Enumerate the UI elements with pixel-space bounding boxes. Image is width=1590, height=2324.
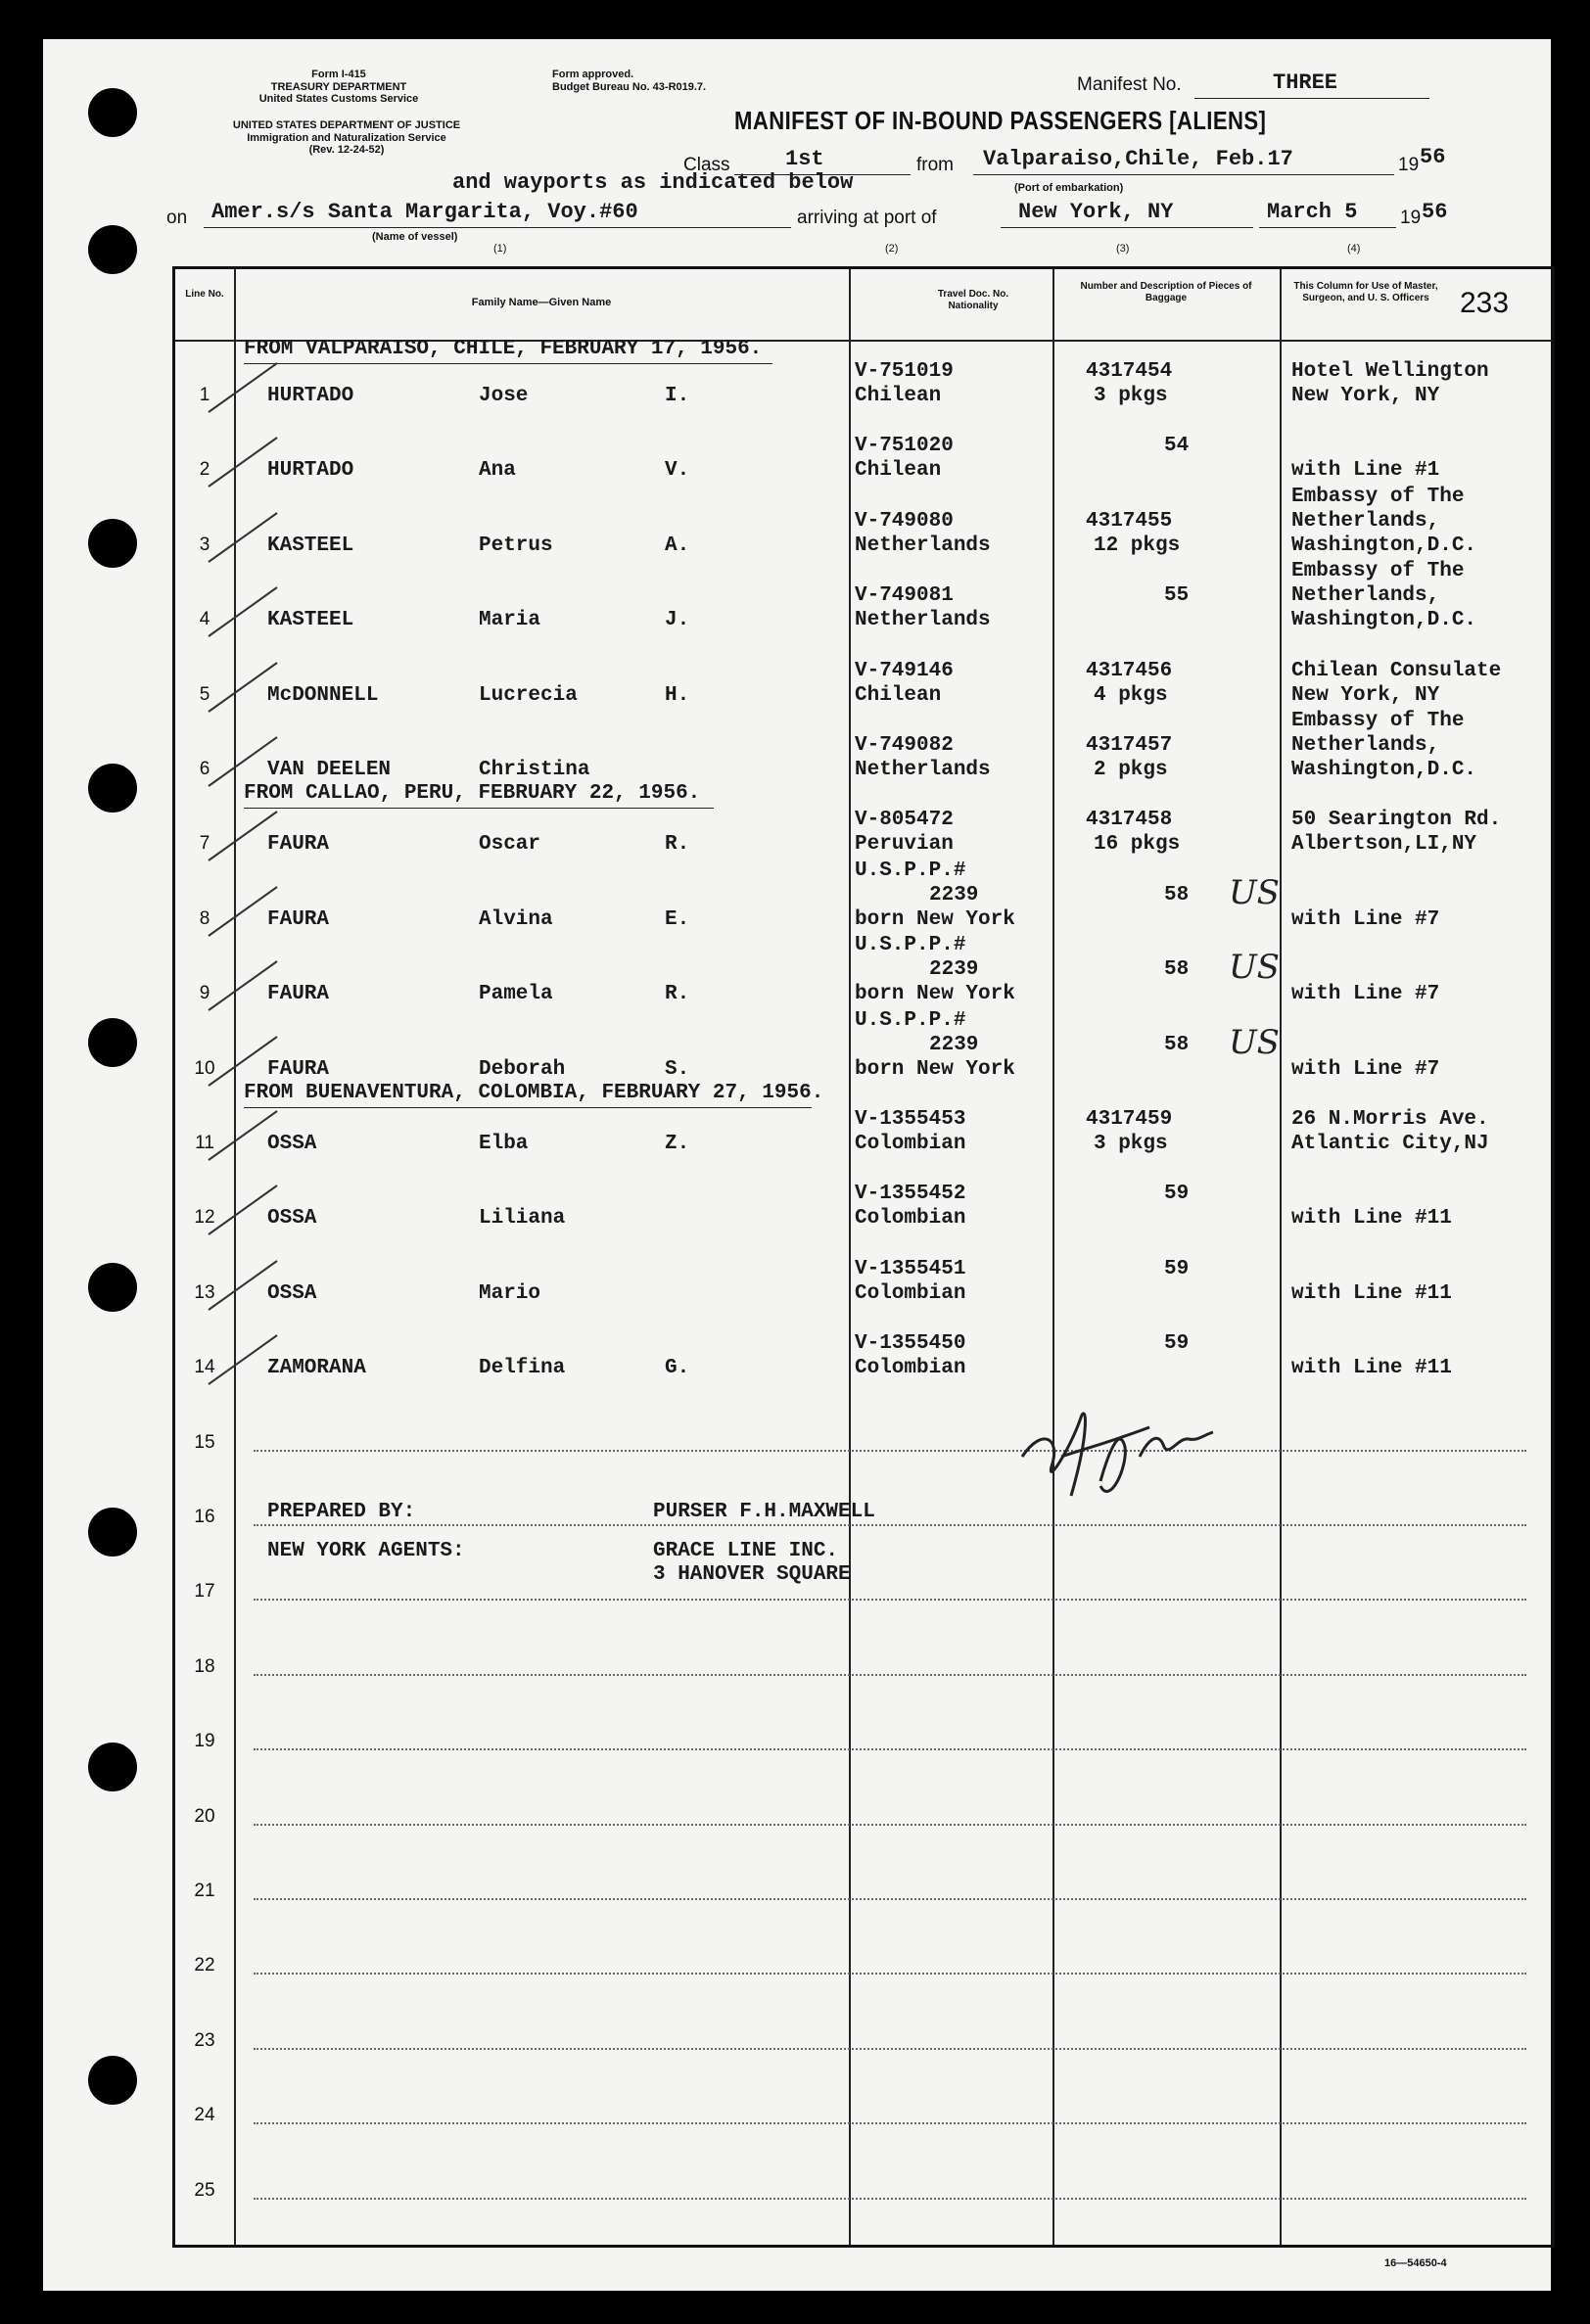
- agents-label: NEW YORK AGENTS:: [267, 1540, 465, 1562]
- travel-doc-line: V-749146: [855, 659, 954, 682]
- middle-initial: R.: [665, 833, 690, 857]
- travel-doc-line: born New York: [855, 1057, 1015, 1081]
- col-num-1: (1): [493, 243, 507, 255]
- family-name: OSSA: [267, 1207, 317, 1231]
- middle-initial: J.: [665, 609, 690, 632]
- line-number: 18: [194, 1655, 215, 1677]
- travel-doc-line: 2239: [929, 883, 979, 906]
- travel-doc-line: V-1355450: [855, 1332, 966, 1356]
- agents-address: 3 HANOVER SQUARE: [653, 1563, 851, 1586]
- arrival-date: March 5: [1267, 200, 1358, 224]
- travel-doc-line: Netherlands: [855, 609, 991, 632]
- baggage-number: 59: [1164, 1257, 1190, 1280]
- year-1: 56: [1420, 145, 1446, 169]
- officer-remark: Embassy of The: [1291, 710, 1465, 732]
- ins-name: Immigration and Naturalization Service: [247, 131, 446, 144]
- page-number: 233: [1460, 287, 1510, 319]
- col-num-2: (2): [885, 243, 899, 255]
- form-code: 16—54650-4: [1384, 2257, 1447, 2269]
- officer-remark: Embassy of The: [1291, 560, 1465, 583]
- middle-initial: Z.: [665, 1133, 690, 1155]
- baggage-number: 4317459: [1086, 1108, 1173, 1131]
- travel-doc-line: U.S.P.P.#: [855, 1008, 966, 1032]
- class-value: 1st: [785, 147, 824, 171]
- section-header: FROM BUENAVENTURA, COLOMBIA, FEBRUARY 27, 1956.: [244, 1082, 824, 1104]
- wayports-text: and wayports as indicated below: [452, 170, 854, 195]
- col-header-name: Family Name—Given Name: [471, 297, 612, 308]
- travel-doc-line: V-751019: [855, 360, 954, 383]
- travel-doc-line: U.S.P.P.#: [855, 934, 966, 957]
- given-name: Petrus: [479, 534, 553, 557]
- section-header: FROM VALPARAISO, CHILE, FEBRUARY 17, 1956.: [244, 338, 763, 360]
- travel-doc-line: born New York: [855, 907, 1015, 931]
- travel-doc-line: V-1355453: [855, 1108, 966, 1131]
- family-name: McDONNELL: [267, 683, 379, 707]
- middle-initial: H.: [665, 683, 690, 707]
- customs-service: United States Customs Service: [258, 93, 419, 106]
- prepared-by-value: PURSER F.H.MAXWELL: [653, 1501, 875, 1523]
- officer-remark: with Line #7: [1291, 1057, 1440, 1081]
- officer-signature: [1003, 1388, 1257, 1515]
- given-name: Deborah: [479, 1057, 566, 1081]
- travel-doc-line: Colombian: [855, 1133, 966, 1155]
- baggage-number: 4317457: [1086, 734, 1173, 757]
- baggage-description: 16 pkgs: [1094, 833, 1181, 857]
- officer-remark: Washington,D.C.: [1291, 609, 1477, 632]
- line-number: 14: [194, 1357, 215, 1378]
- baggage-number: 58: [1164, 1033, 1190, 1056]
- middle-initial: A.: [665, 534, 690, 557]
- prepared-by-label: PREPARED BY:: [267, 1501, 416, 1523]
- middle-initial: S.: [665, 1057, 690, 1081]
- given-name: Delfina: [479, 1357, 566, 1380]
- section-header: FROM CALLAO, PERU, FEBRUARY 22, 1956.: [244, 782, 701, 806]
- travel-doc-line: V-749081: [855, 584, 954, 608]
- punch-hole: [88, 1263, 137, 1312]
- line-number: 19: [194, 1731, 215, 1752]
- family-name: FAURA: [267, 833, 330, 857]
- baggage-number: 58: [1164, 958, 1190, 982]
- travel-doc-line: Peruvian: [855, 833, 954, 857]
- justice-dept: UNITED STATES DEPARTMENT OF JUSTICE: [232, 119, 461, 131]
- form-block: [192, 69, 486, 106]
- officer-remark: with Line #7: [1291, 907, 1440, 931]
- officer-remark: Atlantic City,NJ: [1291, 1133, 1489, 1155]
- middle-initial: G.: [665, 1357, 690, 1380]
- officer-remark: Chilean Consulate: [1291, 659, 1502, 682]
- from-label: from: [916, 155, 954, 175]
- justice-block: [161, 119, 533, 157]
- baggage-number: 59: [1164, 1332, 1190, 1356]
- given-name: Mario: [479, 1281, 541, 1305]
- travel-doc-line: V-1355452: [855, 1183, 966, 1206]
- handwritten-us-mark: US: [1229, 1022, 1280, 1062]
- family-name: KASTEEL: [267, 534, 354, 557]
- line-number: 22: [194, 1955, 215, 1976]
- baggage-number: 4317458: [1086, 809, 1173, 832]
- treasury-dept: TREASURY DEPARTMENT: [270, 80, 407, 93]
- line-number: 8: [199, 907, 210, 929]
- travel-doc-line: Chilean: [855, 683, 942, 707]
- col-header-officers: This Column for Use of Master, Surgeon, and U. S. Officers: [1293, 281, 1438, 303]
- given-name: Liliana: [479, 1207, 566, 1231]
- form-number: Form I-415: [311, 69, 366, 80]
- budget-bureau: Budget Bureau No. 43-R019.7.: [552, 80, 707, 93]
- travel-doc-line: Colombian: [855, 1207, 966, 1231]
- baggage-number: 4317456: [1086, 659, 1173, 682]
- travel-doc-line: 2239: [929, 1033, 979, 1056]
- line-number: 13: [194, 1281, 215, 1303]
- family-name: OSSA: [267, 1281, 317, 1305]
- middle-initial: E.: [665, 907, 690, 931]
- family-name: OSSA: [267, 1133, 317, 1155]
- class-label: Class: [683, 155, 730, 175]
- baggage-number: 4317455: [1086, 509, 1173, 533]
- officer-remark: with Line #1: [1291, 459, 1440, 483]
- baggage-number: 55: [1164, 584, 1190, 608]
- year-2: 56: [1422, 200, 1448, 224]
- officer-remark: with Line #7: [1291, 983, 1440, 1006]
- col-header-travel-doc: Travel Doc. No. Nationality: [937, 289, 1009, 311]
- agents-name: GRACE LINE INC.: [653, 1540, 839, 1562]
- family-name: FAURA: [267, 907, 330, 931]
- vessel-caption: (Name of vessel): [372, 231, 458, 243]
- form-approved: Form approved.: [552, 69, 634, 80]
- arrival-port: New York, NY: [1018, 200, 1174, 224]
- line-number: 11: [195, 1133, 214, 1153]
- passenger-table: [172, 266, 1555, 2248]
- family-name: HURTADO: [267, 459, 354, 483]
- given-name: Pamela: [479, 983, 553, 1006]
- line-number: 20: [194, 1805, 215, 1827]
- officer-remark: Netherlands,: [1291, 584, 1440, 608]
- travel-doc-line: V-805472: [855, 809, 954, 832]
- travel-doc-line: Colombian: [855, 1357, 966, 1380]
- family-name: KASTEEL: [267, 609, 354, 632]
- travel-doc-line: V-749082: [855, 734, 954, 757]
- punch-hole: [88, 88, 137, 137]
- line-number: 5: [199, 683, 210, 705]
- line-number: 25: [194, 2179, 215, 2201]
- travel-doc-line: V-751020: [855, 435, 954, 458]
- given-name: Ana: [479, 459, 516, 483]
- middle-initial: V.: [665, 459, 690, 483]
- given-name: Lucrecia: [479, 683, 578, 707]
- line-number: 23: [194, 2029, 215, 2051]
- officer-remark: Washington,D.C.: [1291, 534, 1477, 557]
- officer-remark: 26 N.Morris Ave.: [1291, 1108, 1489, 1131]
- baggage-number: 54: [1164, 435, 1190, 458]
- line-number: 1: [199, 385, 210, 405]
- punch-hole: [88, 225, 137, 274]
- family-name: HURTADO: [267, 385, 354, 407]
- travel-doc-line: Colombian: [855, 1281, 966, 1305]
- col-header-baggage: Number and Description of Pieces of Baggage: [1080, 281, 1252, 303]
- vessel-name: Amer.s/s Santa Margarita, Voy.#60: [211, 200, 638, 224]
- col-num-3: (3): [1116, 243, 1130, 255]
- on-label: on: [166, 208, 188, 228]
- given-name: Christina: [479, 759, 590, 781]
- given-name: Oscar: [479, 833, 541, 857]
- revision-date: (Rev. 12-24-52): [308, 144, 385, 157]
- travel-doc-line: V-749080: [855, 509, 954, 533]
- family-name: FAURA: [267, 983, 330, 1006]
- travel-doc-line: U.S.P.P.#: [855, 859, 966, 882]
- baggage-number: 59: [1164, 1183, 1190, 1206]
- line-number: 17: [194, 1581, 215, 1603]
- middle-initial: R.: [665, 983, 690, 1006]
- family-name: VAN DEELEN: [267, 759, 392, 781]
- punch-hole: [88, 764, 137, 813]
- travel-doc-line: Chilean: [855, 385, 942, 407]
- line-number: 9: [199, 983, 210, 1004]
- baggage-description: 4 pkgs: [1094, 683, 1168, 707]
- officer-remark: Hotel Wellington: [1291, 360, 1489, 383]
- line-number: 10: [194, 1057, 215, 1079]
- travel-doc-line: born New York: [855, 983, 1015, 1006]
- given-name: Jose: [479, 385, 529, 407]
- handwritten-us-mark: US: [1229, 872, 1280, 912]
- line-number: 21: [194, 1881, 215, 1901]
- officer-remark: Embassy of The: [1291, 485, 1465, 508]
- officer-remark: with Line #11: [1291, 1357, 1452, 1380]
- baggage-description: 12 pkgs: [1094, 534, 1181, 557]
- officer-remark: with Line #11: [1291, 1207, 1452, 1231]
- line-number: 24: [194, 2105, 215, 2126]
- year-prefix-1: 19: [1398, 155, 1420, 175]
- officer-remark: Netherlands,: [1291, 734, 1440, 757]
- line-number: 15: [194, 1431, 215, 1453]
- officer-remark: with Line #11: [1291, 1281, 1452, 1305]
- manifest-title: MANIFEST OF IN-BOUND PASSENGERS [ALIENS]: [734, 106, 1267, 135]
- given-name: Alvina: [479, 907, 553, 931]
- officer-remark: 50 Searington Rd.: [1291, 809, 1502, 832]
- line-number: 6: [199, 759, 210, 779]
- line-number: 2: [199, 459, 210, 481]
- travel-doc-line: Netherlands: [855, 534, 991, 557]
- baggage-description: 3 pkgs: [1094, 1133, 1168, 1155]
- handwritten-us-mark: US: [1229, 948, 1280, 988]
- given-name: Maria: [479, 609, 541, 632]
- baggage-number: 58: [1164, 883, 1190, 906]
- officer-remark: Netherlands,: [1291, 509, 1440, 533]
- travel-doc-line: Netherlands: [855, 759, 991, 781]
- punch-hole: [88, 1743, 137, 1791]
- line-number: 7: [199, 833, 210, 855]
- punch-hole: [88, 519, 137, 568]
- arriving-label: arriving at port of: [797, 208, 937, 228]
- punch-hole: [88, 2056, 137, 2105]
- middle-initial: I.: [665, 385, 690, 407]
- line-number: 16: [194, 1507, 215, 1527]
- line-number: 12: [194, 1207, 215, 1229]
- officer-remark: New York, NY: [1291, 385, 1440, 407]
- officer-remark: New York, NY: [1291, 683, 1440, 707]
- travel-doc-line: Chilean: [855, 459, 942, 483]
- family-name: ZAMORANA: [267, 1357, 366, 1380]
- officer-remark: Albertson,LI,NY: [1291, 833, 1477, 857]
- col-header-line-no: Line No.: [185, 289, 224, 300]
- year-prefix-2: 19: [1400, 208, 1422, 228]
- travel-doc-line: V-1355451: [855, 1257, 966, 1280]
- approval-block: [552, 69, 706, 93]
- punch-hole: [88, 1508, 137, 1557]
- family-name: FAURA: [267, 1057, 330, 1081]
- manifest-no-label: Manifest No.: [1077, 74, 1182, 95]
- given-name: Elba: [479, 1133, 529, 1155]
- line-number: 3: [199, 534, 210, 555]
- port-caption: (Port of embarkation): [1014, 182, 1124, 194]
- col-num-4: (4): [1347, 243, 1361, 255]
- from-value: Valparaiso,Chile, Feb.17: [983, 147, 1293, 171]
- baggage-number: 4317454: [1086, 360, 1173, 383]
- travel-doc-line: 2239: [929, 958, 979, 982]
- manifest-sheet: [43, 39, 1551, 2291]
- line-number: 4: [199, 609, 210, 630]
- baggage-description: 3 pkgs: [1094, 385, 1168, 407]
- baggage-description: 2 pkgs: [1094, 759, 1168, 781]
- punch-hole: [88, 1018, 137, 1067]
- manifest-no-value: THREE: [1273, 70, 1338, 95]
- officer-remark: Washington,D.C.: [1291, 759, 1477, 781]
